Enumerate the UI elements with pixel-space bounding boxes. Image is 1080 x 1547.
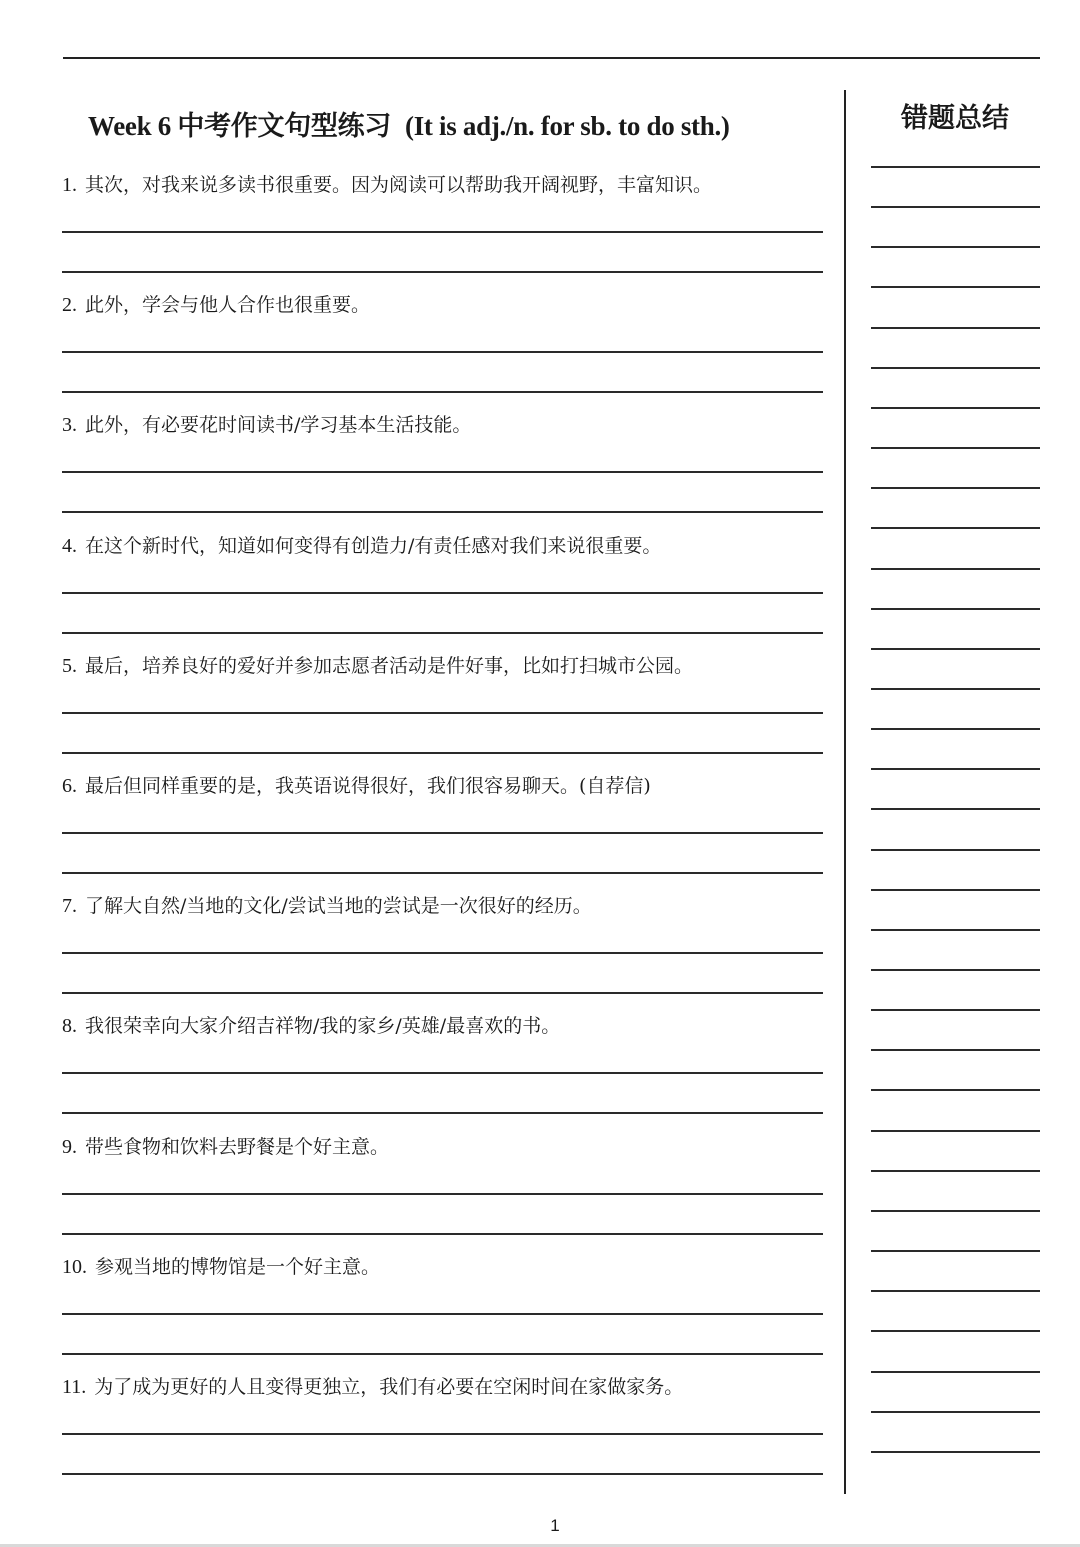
mistake-summary-line[interactable]: [871, 407, 1040, 409]
mistake-summary-line[interactable]: [871, 327, 1040, 329]
mistake-summary-line[interactable]: [871, 1009, 1040, 1011]
question-item: [62, 891, 592, 918]
question-number: 8.: [62, 1015, 77, 1038]
mistake-summary-line[interactable]: [871, 808, 1040, 810]
answer-line[interactable]: [62, 992, 823, 994]
mistake-summary-line[interactable]: [871, 1210, 1040, 1212]
question-item: [62, 1132, 389, 1159]
question-item: [62, 1252, 380, 1279]
question-text: 了解大自然/当地的文化/尝试当地的尝试是一次很好的经历。: [85, 895, 592, 918]
mistake-summary-line[interactable]: [871, 166, 1040, 168]
answer-line[interactable]: [62, 231, 823, 233]
mistake-summary-line[interactable]: [871, 1371, 1040, 1373]
question-text: 最后但同样重要的是，我英语说得很好，我们很容易聊天。(自荐信): [85, 775, 651, 797]
question-text: 其次，对我来说多读书很重要。因为阅读可以帮助我开阔视野，丰富知识。: [85, 174, 713, 196]
mistake-summary-line[interactable]: [871, 1049, 1040, 1051]
answer-line[interactable]: [62, 471, 823, 473]
question-number: 10.: [62, 1255, 87, 1278]
worksheet-title: [88, 104, 828, 143]
page-number: 1: [550, 1516, 560, 1535]
top-rule: [63, 57, 1040, 59]
mistake-summary-line[interactable]: [871, 1089, 1040, 1091]
answer-line[interactable]: [62, 1313, 823, 1315]
answer-line[interactable]: [62, 1233, 823, 1235]
question-number: 7.: [62, 895, 77, 918]
mistake-summary-line[interactable]: [871, 487, 1040, 489]
question-number: 5.: [62, 654, 77, 677]
mistake-summary-line[interactable]: [871, 286, 1040, 288]
question-item: [62, 771, 651, 798]
mistake-summary-line[interactable]: [871, 1330, 1040, 1332]
mistake-summary-line[interactable]: [871, 1250, 1040, 1252]
mistake-summary-title: 错题总结: [901, 103, 1009, 134]
question-number: 1.: [62, 174, 77, 196]
mistake-summary-line[interactable]: [871, 688, 1040, 690]
question-number: 9.: [62, 1135, 77, 1158]
question-number: 4.: [62, 534, 77, 557]
question-item: [62, 410, 471, 437]
answer-line[interactable]: [62, 391, 823, 393]
question-text: 带些食物和饮料去野餐是个好主意。: [85, 1135, 390, 1158]
mistake-summary-line[interactable]: [871, 768, 1040, 770]
mistake-summary-line[interactable]: [871, 608, 1040, 610]
mistake-summary-line[interactable]: [871, 1130, 1040, 1132]
mistake-summary-line[interactable]: [871, 1170, 1040, 1172]
title-pattern: (It is adj./n. for sb. to do sth.): [405, 111, 730, 141]
mistake-summary-line[interactable]: [871, 527, 1040, 529]
answer-line[interactable]: [62, 592, 823, 594]
title-prefix: Week 6 中考作文句型练习: [88, 111, 391, 141]
answer-line[interactable]: [62, 832, 823, 834]
question-item: [62, 651, 693, 678]
question-text: 参观当地的博物馆是一个好主意。: [95, 1255, 381, 1278]
answer-line[interactable]: [62, 1072, 823, 1074]
answer-line[interactable]: [62, 351, 823, 353]
column-divider: [844, 90, 846, 1494]
answer-line[interactable]: [62, 511, 823, 513]
question-number: 6.: [62, 775, 77, 797]
answer-line[interactable]: [62, 952, 823, 954]
question-item: [62, 290, 370, 317]
mistake-summary-line[interactable]: [871, 728, 1040, 730]
mistake-summary-line[interactable]: [871, 648, 1040, 650]
answer-line[interactable]: [62, 632, 823, 634]
question-number: 3.: [62, 414, 77, 437]
answer-line[interactable]: [62, 1112, 823, 1114]
mistake-summary-line[interactable]: [871, 1290, 1040, 1292]
question-item: [62, 1011, 560, 1038]
mistake-summary-line[interactable]: [871, 447, 1040, 449]
question-text: 此外，有必要花时间读书/学习基本生活技能。: [85, 414, 472, 437]
question-item: [62, 170, 712, 197]
question-text: 在这个新时代，知道如何变得有创造力/有责任感对我们来说很重要。: [85, 534, 662, 557]
mistake-summary-line[interactable]: [871, 969, 1040, 971]
answer-line[interactable]: [62, 872, 823, 874]
answer-line[interactable]: [62, 752, 823, 754]
answer-line[interactable]: [62, 712, 823, 714]
question-number: 11.: [62, 1376, 87, 1398]
answer-line[interactable]: [62, 1473, 823, 1475]
mistake-summary-line[interactable]: [871, 246, 1040, 248]
mistake-summary-line[interactable]: [871, 206, 1040, 208]
mistake-summary-line[interactable]: [871, 1451, 1040, 1453]
mistake-summary-line[interactable]: [871, 1411, 1040, 1413]
question-item: [62, 1372, 683, 1399]
mistake-summary-line[interactable]: [871, 929, 1040, 931]
question-text: 为了成为更好的人且变得更独立，我们有必要在空闲时间在家做家务。: [94, 1376, 684, 1398]
answer-line[interactable]: [62, 1193, 823, 1195]
mistake-summary-line[interactable]: [871, 367, 1040, 369]
answer-line[interactable]: [62, 1353, 823, 1355]
answer-line[interactable]: [62, 271, 823, 273]
answer-line[interactable]: [62, 1433, 823, 1435]
mistake-summary-line[interactable]: [871, 889, 1040, 891]
mistake-summary-line[interactable]: [871, 849, 1040, 851]
question-text: 我很荣幸向大家介绍吉祥物/我的家乡/英雄/最喜欢的书。: [85, 1015, 561, 1038]
question-item: [62, 531, 661, 558]
question-text: 此外，学会与他人合作也很重要。: [85, 294, 371, 317]
question-text: 最后，培养良好的爱好并参加志愿者活动是件好事，比如打扫城市公园。: [85, 654, 694, 677]
question-number: 2.: [62, 294, 77, 317]
mistake-summary-line[interactable]: [871, 568, 1040, 570]
